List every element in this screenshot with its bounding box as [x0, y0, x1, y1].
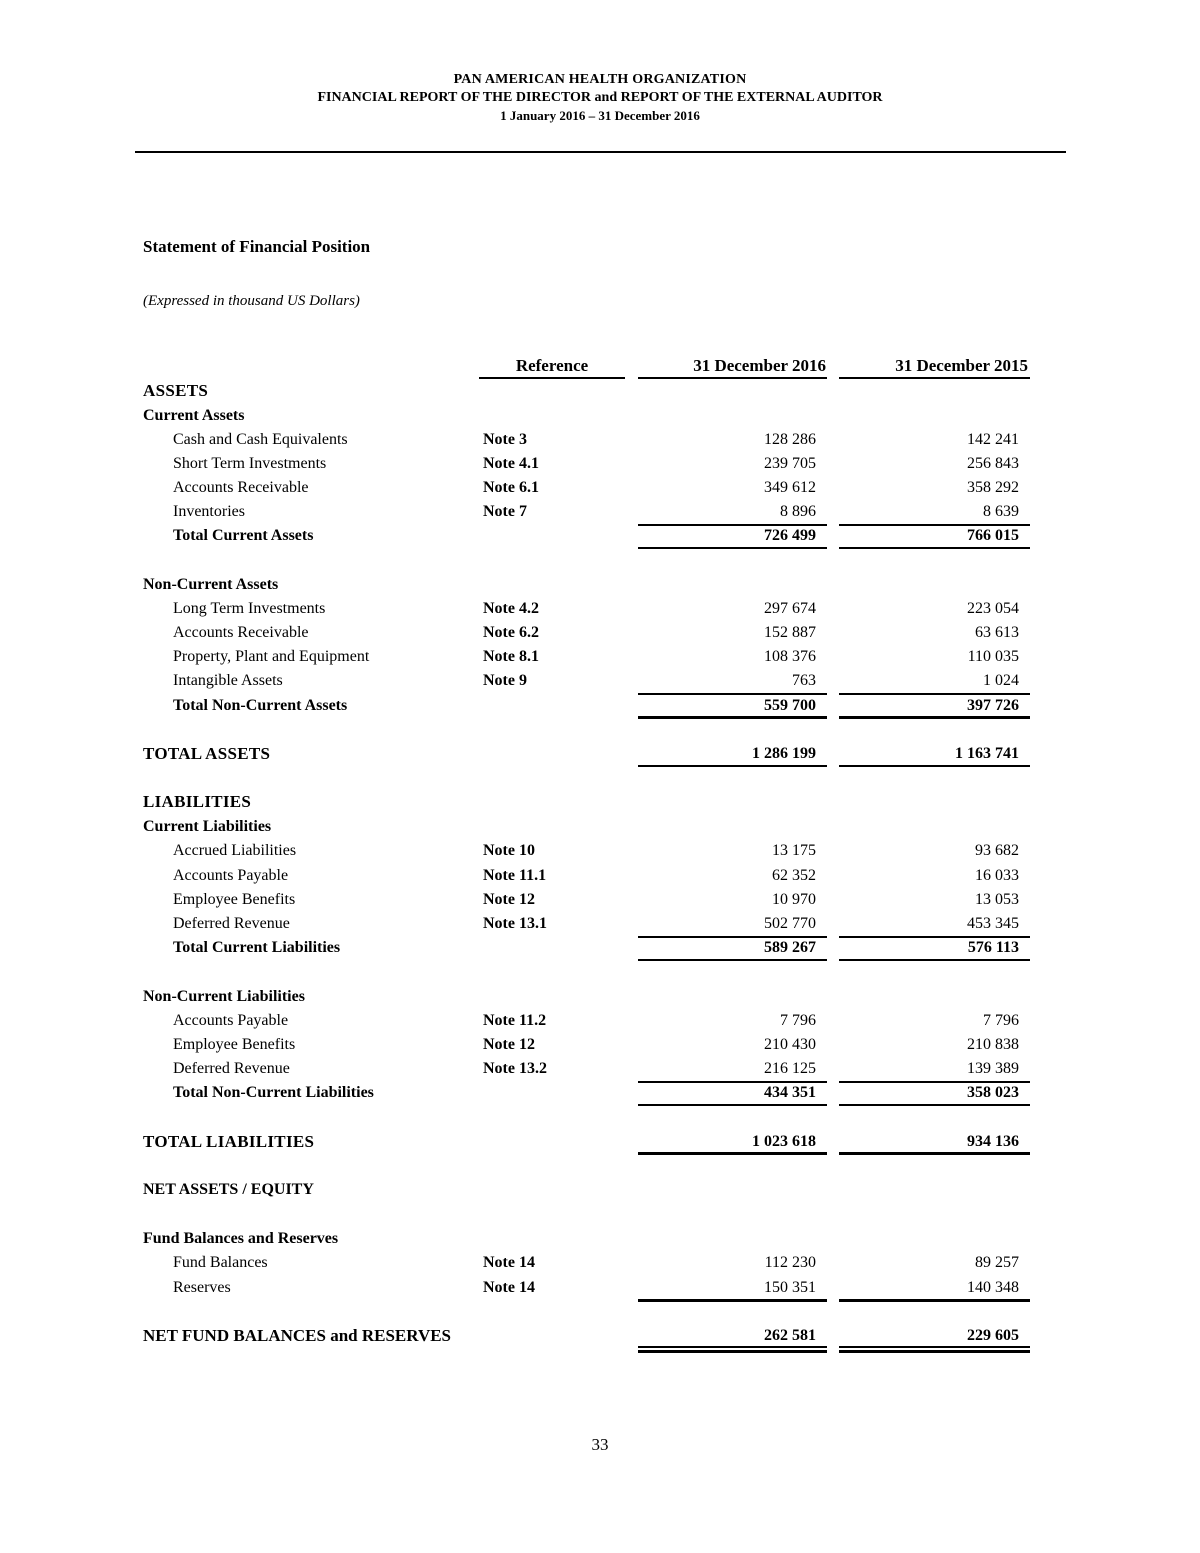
statement-subtitle: (Expressed in thousand US Dollars)	[143, 293, 360, 309]
section-heading: LIABILITIES	[143, 792, 252, 811]
row-reference: Note 11.2	[483, 1012, 547, 1029]
row-label: Total Current Assets	[173, 527, 314, 544]
value-2016: 128 286	[764, 431, 816, 448]
value-2015: 8 639	[983, 503, 1019, 520]
subsection-heading: Fund Balances and Reserves	[143, 1230, 339, 1247]
subtotal-row	[0, 937, 1200, 959]
value-2015: 358 023	[967, 1084, 1019, 1101]
table-row	[0, 840, 1200, 862]
row-reference: Note 6.2	[483, 624, 539, 641]
section-heading-row	[0, 1179, 1200, 1201]
value-2016: 152 887	[764, 624, 816, 641]
row-label: Long Term Investments	[173, 600, 326, 617]
section-heading: NET ASSETS / EQUITY	[143, 1181, 314, 1198]
value-2016: 13 175	[772, 842, 816, 859]
grand-total-row	[0, 1325, 1200, 1347]
total-rule	[839, 765, 1030, 767]
value-2015: 110 035	[967, 648, 1019, 665]
value-2015: 13 053	[975, 891, 1019, 908]
table-row	[0, 453, 1200, 475]
row-label: Employee Benefits	[173, 891, 296, 908]
value-2016: 150 351	[764, 1279, 816, 1296]
value-2015: 16 033	[975, 867, 1019, 884]
value-2015: 934 136	[967, 1133, 1019, 1150]
value-2015: 89 257	[975, 1254, 1019, 1271]
value-2015: 1 024	[983, 672, 1019, 689]
subtotal-row	[0, 525, 1200, 547]
row-label: Total Non-Current Liabilities	[173, 1084, 374, 1101]
row-reference: Note 6.1	[483, 479, 539, 496]
value-2016: 726 499	[764, 527, 816, 544]
row-label: Property, Plant and Equipment	[173, 648, 370, 665]
row-reference: Note 4.1	[483, 455, 539, 472]
subsection-heading: Current Assets	[143, 407, 245, 424]
table-row	[0, 670, 1200, 692]
value-2016: 262 581	[764, 1327, 816, 1344]
subtotal-rule	[638, 716, 827, 719]
value-2015: 229 605	[967, 1327, 1019, 1344]
value-2016: 763	[792, 672, 816, 689]
row-reference: Note 7	[483, 503, 527, 520]
subtotal-rule	[839, 1299, 1030, 1302]
value-2016: 1 286 199	[752, 745, 816, 762]
row-reference: Note 14	[483, 1254, 535, 1271]
row-label: Short Term Investments	[173, 455, 327, 472]
table-row	[0, 1034, 1200, 1056]
row-reference: Note 10	[483, 842, 535, 859]
row-label: Cash and Cash Equivalents	[173, 431, 348, 448]
table-row	[0, 1277, 1200, 1299]
row-label: Total Non-Current Assets	[173, 697, 348, 714]
row-label: NET FUND BALANCES and RESERVES	[143, 1326, 452, 1345]
value-2015: 256 843	[967, 455, 1019, 472]
value-2015: 7 796	[983, 1012, 1019, 1029]
subtotal-rule	[638, 959, 827, 961]
value-2016: 216 125	[764, 1060, 816, 1077]
subsection-heading: Non-Current Liabilities	[143, 988, 305, 1005]
subtotal-rule	[839, 959, 1030, 961]
column-header-underline	[839, 377, 1030, 379]
row-reference: Note 8.1	[483, 648, 539, 665]
section-heading-row	[0, 380, 1200, 402]
value-2015: 766 015	[967, 527, 1019, 544]
double-rule	[638, 1350, 827, 1353]
row-reference: Note 13.1	[483, 915, 547, 932]
row-label: Inventories	[173, 503, 245, 520]
subsection-heading-row	[0, 405, 1200, 427]
row-reference: Note 9	[483, 672, 527, 689]
total-rule	[839, 1152, 1030, 1155]
subtotal-rule	[839, 1104, 1030, 1106]
subtotal-row	[0, 1082, 1200, 1104]
row-label: Accounts Payable	[173, 1012, 289, 1029]
double-rule	[638, 1346, 827, 1348]
value-2015: 453 345	[967, 915, 1019, 932]
row-label: TOTAL ASSETS	[143, 744, 271, 763]
table-row	[0, 501, 1200, 523]
value-2016: 502 770	[764, 915, 816, 932]
total-row	[0, 743, 1200, 765]
row-reference: Note 12	[483, 1036, 535, 1053]
value-2016: 434 351	[764, 1084, 816, 1101]
subsection-heading: Non-Current Assets	[143, 576, 279, 593]
double-rule	[839, 1350, 1030, 1353]
total-rule	[638, 765, 827, 767]
value-2016: 1 023 618	[752, 1133, 816, 1150]
table-row	[0, 1010, 1200, 1032]
column-header-2015: 31 December 2015	[895, 356, 1028, 375]
table-row	[0, 429, 1200, 451]
value-2016: 559 700	[764, 697, 816, 714]
value-2015: 576 113	[967, 939, 1019, 956]
row-label: Deferred Revenue	[173, 915, 290, 932]
subtotal-rule	[839, 547, 1030, 549]
total-rule	[638, 1152, 827, 1155]
row-reference: Note 12	[483, 891, 535, 908]
row-reference: Note 3	[483, 431, 527, 448]
subtotal-rule	[839, 716, 1030, 719]
value-2016: 297 674	[764, 600, 816, 617]
page-number: 33	[591, 1435, 609, 1454]
table-row	[0, 598, 1200, 620]
table-row	[0, 889, 1200, 911]
report-title: FINANCIAL REPORT OF THE DIRECTOR and REPORT OF THE EXTERNAL AUDITOR	[317, 90, 883, 105]
row-label: Accounts Payable	[173, 867, 289, 884]
subsection-heading: Current Liabilities	[143, 818, 272, 835]
row-label: TOTAL LIABILITIES	[143, 1132, 315, 1151]
value-2016: 112 230	[764, 1254, 816, 1271]
value-2015: 142 241	[967, 431, 1019, 448]
table-row	[0, 477, 1200, 499]
row-label: Deferred Revenue	[173, 1060, 290, 1077]
value-2016: 108 376	[764, 648, 816, 665]
row-label: Employee Benefits	[173, 1036, 296, 1053]
table-row	[0, 1058, 1200, 1080]
value-2015: 1 163 741	[955, 745, 1019, 762]
column-header-underline	[479, 377, 625, 379]
value-2015: 223 054	[967, 600, 1019, 617]
row-label: Accounts Receivable	[173, 624, 309, 641]
value-2015: 140 348	[967, 1279, 1019, 1296]
subsection-heading-row	[0, 816, 1200, 838]
value-2016: 7 796	[780, 1012, 816, 1029]
subtotal-rule	[638, 547, 827, 549]
value-2015: 63 613	[975, 624, 1019, 641]
column-header-2016: 31 December 2016	[693, 356, 826, 375]
value-2015: 139 389	[967, 1060, 1019, 1077]
row-label: Accrued Liabilities	[173, 842, 297, 859]
organization-name: PAN AMERICAN HEALTH ORGANIZATION	[453, 72, 747, 87]
subsection-heading-row	[0, 1228, 1200, 1250]
row-label: Fund Balances	[173, 1254, 268, 1271]
subtotal-rule	[638, 1104, 827, 1106]
row-label: Total Current Liabilities	[173, 939, 341, 956]
value-2016: 8 896	[780, 503, 816, 520]
row-label: Intangible Assets	[173, 672, 283, 689]
total-row	[0, 1131, 1200, 1153]
subsection-heading-row	[0, 574, 1200, 596]
column-header-reference: Reference	[515, 356, 589, 375]
report-period: 1 January 2016 – 31 December 2016	[500, 108, 700, 123]
section-heading: ASSETS	[143, 381, 209, 400]
value-2016: 210 430	[764, 1036, 816, 1053]
value-2016: 239 705	[764, 455, 816, 472]
value-2016: 349 612	[764, 479, 816, 496]
value-2016: 62 352	[772, 867, 816, 884]
subsection-heading-row	[0, 986, 1200, 1008]
value-2015: 210 838	[967, 1036, 1019, 1053]
column-header-underline	[638, 377, 827, 379]
value-2015: 358 292	[967, 479, 1019, 496]
double-rule	[839, 1346, 1030, 1348]
table-row	[0, 865, 1200, 887]
value-2016: 589 267	[764, 939, 816, 956]
row-reference: Note 4.2	[483, 600, 539, 617]
row-reference: Note 14	[483, 1279, 535, 1296]
statement-title: Statement of Financial Position	[143, 237, 371, 256]
table-row	[0, 622, 1200, 644]
table-row	[0, 1252, 1200, 1274]
value-2015: 397 726	[967, 697, 1019, 714]
subtotal-row	[0, 695, 1200, 717]
row-reference: Note 11.1	[483, 867, 547, 884]
value-2016: 10 970	[772, 891, 816, 908]
table-row	[0, 913, 1200, 935]
table-row	[0, 646, 1200, 668]
section-heading-row	[0, 791, 1200, 813]
row-reference: Note 13.2	[483, 1060, 547, 1077]
value-2015: 93 682	[975, 842, 1019, 859]
subtotal-rule	[638, 1299, 827, 1302]
row-label: Reserves	[173, 1279, 231, 1296]
row-label: Accounts Receivable	[173, 479, 309, 496]
header-divider	[135, 151, 1066, 153]
